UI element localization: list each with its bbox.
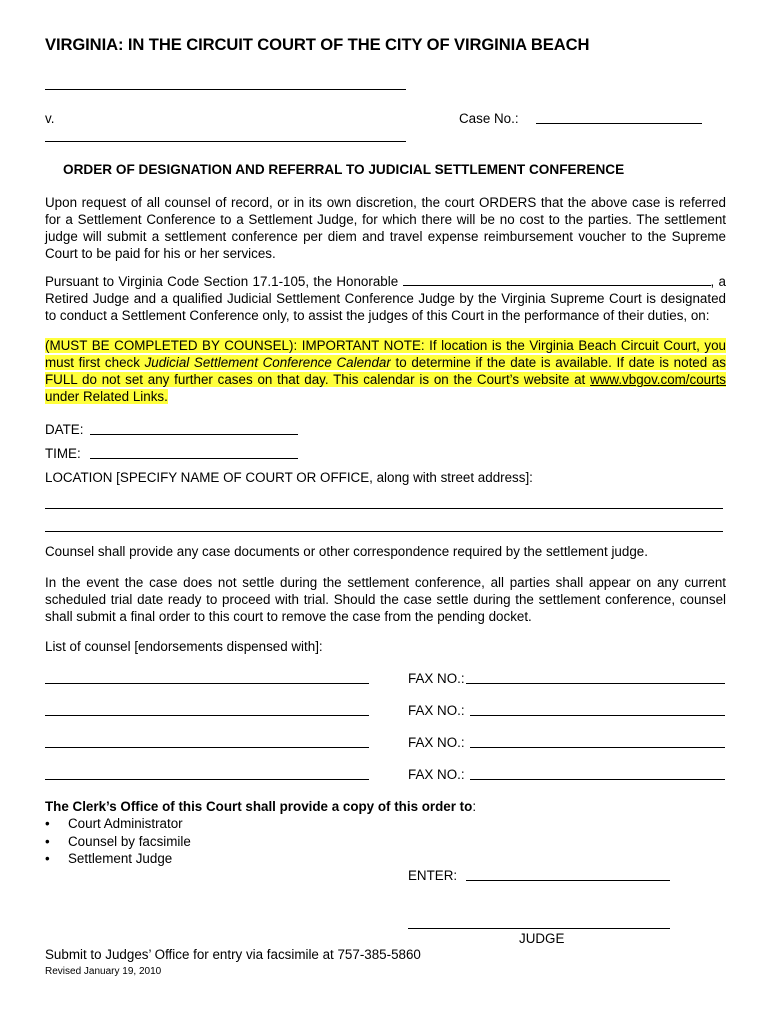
list-item: • Settlement Judge <box>45 850 191 868</box>
time-line[interactable] <box>90 458 298 459</box>
fax-label-2: FAX NO.: <box>408 703 465 718</box>
versus-label: v. <box>45 111 55 126</box>
designation-paragraph <box>45 273 726 324</box>
designation-text-1: Pursuant to Virginia Code Section 17.1-105, the Honorable <box>45 274 399 289</box>
case-no-label: Case No.: <box>459 111 519 126</box>
honorable-judge-line[interactable] <box>403 273 711 286</box>
important-note <box>45 337 726 405</box>
fax-label-3: FAX NO.: <box>408 735 465 750</box>
page-title: VIRGINIA: IN THE CIRCUIT COURT OF THE CITY OF VIRGINIA BEACH <box>45 35 590 54</box>
designation-text-2: , a <box>710 274 726 289</box>
defendant-line[interactable] <box>45 141 406 142</box>
location-line-2[interactable] <box>45 531 723 532</box>
enter-label: ENTER: <box>408 868 458 883</box>
counsel-line-4[interactable] <box>45 779 369 780</box>
fax-line-1[interactable] <box>466 683 725 684</box>
fax-label-4: FAX NO.: <box>408 767 465 782</box>
clerk-notice-colon: : <box>472 799 477 814</box>
designation-text-3: Retired Judge and a qualified Judicial Settlement Conference Judge by the Virginia Supreme Court is designated to conduct a Settlement Conference only, to assist the judges of this Court in the performance of their duties, on: <box>45 291 726 323</box>
note-text-2: to determine if the date is available. If date is noted as FULL do not set any further cases on that day. This calendar is on the Court’s website at <box>45 355 726 387</box>
counsel-line-3[interactable] <box>45 747 369 748</box>
list-item: • Court Administrator <box>45 815 191 833</box>
trial-date-paragraph: In the event the case does not settle during the settlement conference, all parties shall appear on any current scheduled trial date ready to proceed with trial. Should the case settle during the settlement conference, counsel shall submit a final order to this court to remove the case from the pending docket. <box>45 575 726 624</box>
clerk-notice-text: The Clerk’s Office of this Court shall provide a copy of this order to <box>45 799 473 814</box>
location-label: LOCATION [SPECIFY NAME OF COURT OR OFFICE, along with street address]: <box>45 470 533 485</box>
date-label: DATE: <box>45 422 84 437</box>
fax-line-2[interactable] <box>470 715 725 716</box>
plaintiff-line[interactable] <box>45 89 406 90</box>
case-no-line[interactable] <box>536 123 702 124</box>
judge-label: JUDGE <box>519 931 565 946</box>
enter-line[interactable] <box>466 880 670 881</box>
date-line[interactable] <box>90 434 298 435</box>
submit-note: Submit to Judges’ Office for entry via facsimile at 757-385-5860 <box>45 947 421 962</box>
note-text-3: under Related Links. <box>45 389 168 404</box>
clerk-notice <box>45 798 476 815</box>
fax-line-4[interactable] <box>470 779 725 780</box>
fax-line-3[interactable] <box>470 747 725 748</box>
location-line-1[interactable] <box>45 508 723 509</box>
courts-website-link[interactable]: www.vbgov.com/courts <box>590 372 726 387</box>
counsel-list-label: List of counsel [endorsements dispensed with]: <box>45 639 323 654</box>
order-heading: ORDER OF DESIGNATION AND REFERRAL TO JUDICIAL SETTLEMENT CONFERENCE <box>63 162 625 177</box>
counsel-line-2[interactable] <box>45 715 369 716</box>
referral-paragraph: Upon request of all counsel of record, or in its own discretion, the court ORDERS that the above case is referred for a Settlement Conference to a Settlement Judge, for which there will be no cost to the parties. The settlement judge will submit a settlement conference per diem and travel expense reimbursement voucher to the Supreme Court to be paid for his or her services. <box>45 195 726 261</box>
distribution-list <box>45 815 191 868</box>
judge-signature-line[interactable] <box>408 928 670 929</box>
calendar-name: Judicial Settlement Conference Calendar <box>144 355 391 370</box>
note-text-1: (MUST BE COMPLETED BY COUNSEL): IMPORTANT NOTE: If location is the Virginia Beach Circuit Court, you must first check <box>45 338 726 370</box>
counsel-line-1[interactable] <box>45 683 369 684</box>
time-label: TIME: <box>45 446 81 461</box>
revised-date: Revised January 19, 2010 <box>45 966 162 977</box>
case-documents-paragraph: Counsel shall provide any case documents or other correspondence required by the settlement judge. <box>45 544 648 559</box>
list-item: • Counsel by facsimile <box>45 833 191 851</box>
fax-label-1: FAX NO.: <box>408 671 465 686</box>
